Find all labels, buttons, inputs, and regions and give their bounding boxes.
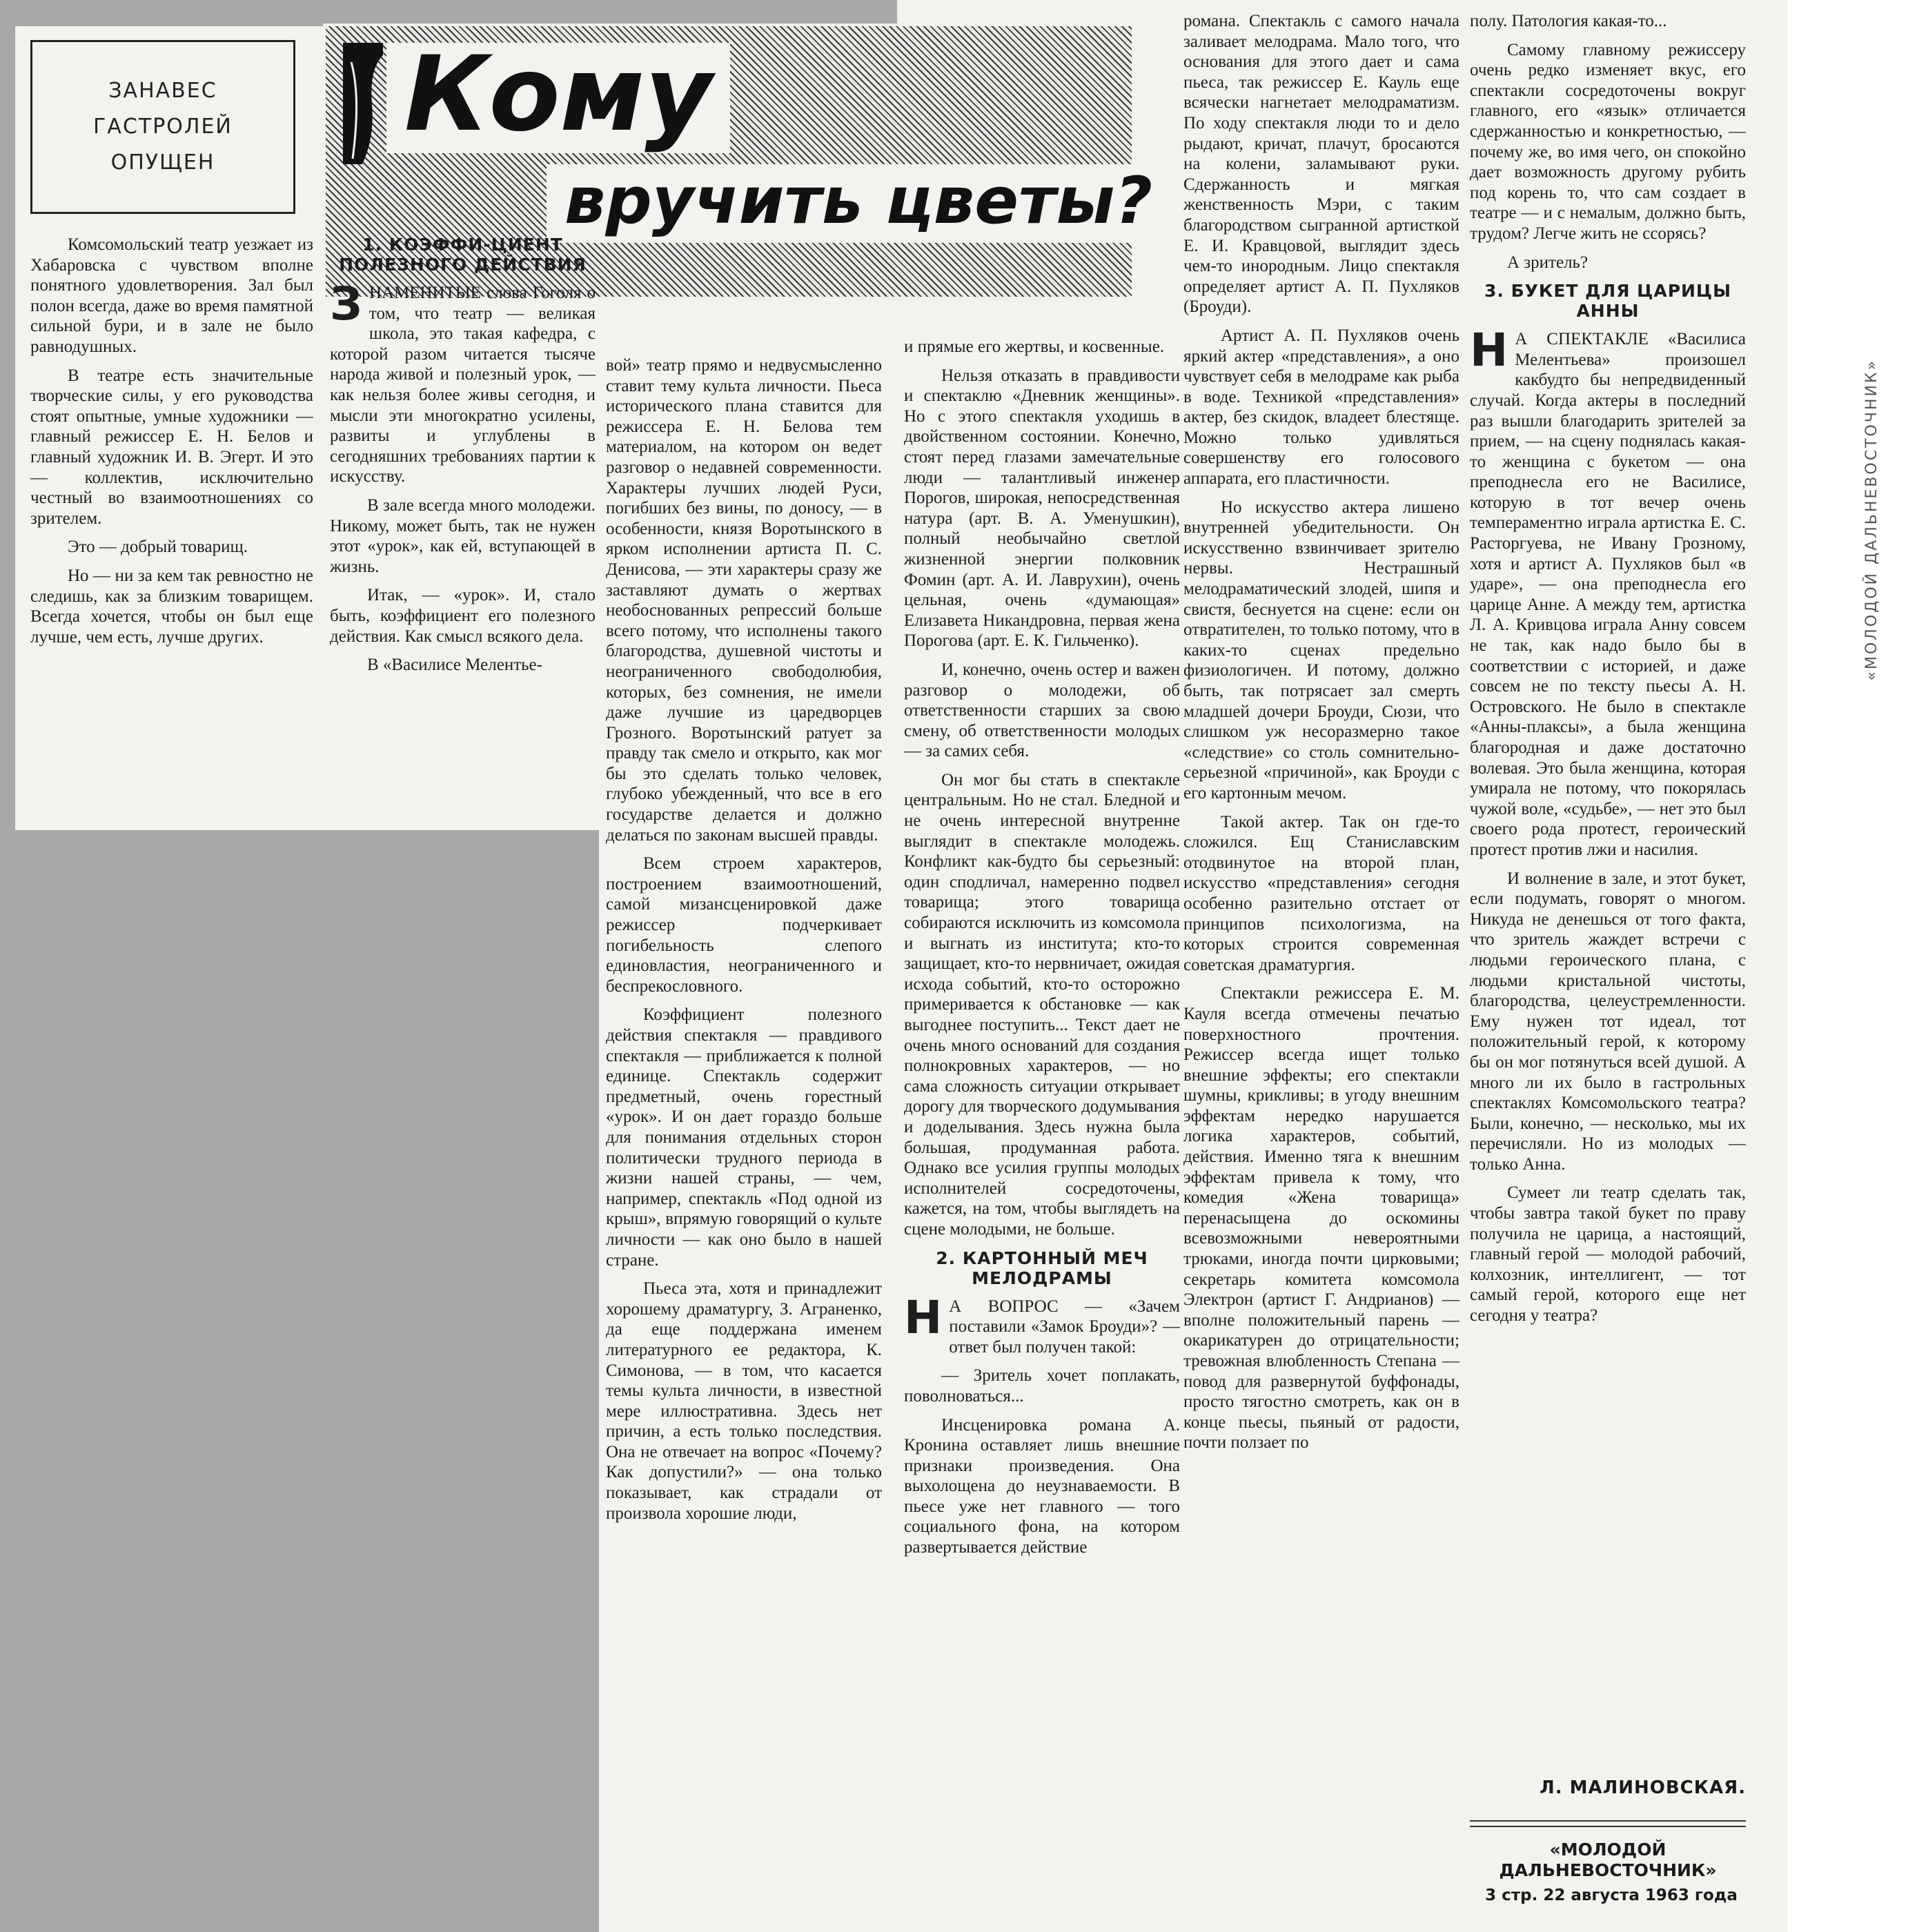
drop-cap: Н xyxy=(904,1290,943,1344)
paragraph: Итак, — «урок». И, стало быть, коэффициент его полезного действия. Как смысл всякого дела. xyxy=(330,586,596,646)
drop-cap: Н xyxy=(1470,324,1508,377)
paragraph: Самому главному режиссеру очень редко изменяет вкус, его спектакли сосредоточены вокруг главного, его «язык» отличается сдержанностью и конкретностью, — почему же, во имя чего, он спокойно дает возможность другому рубить под корень то, что сам создает в театре — и с немалым, должно быть, трудом? Легче жить не ссорясь? xyxy=(1470,40,1746,243)
headline-line-2: вручить цветы? xyxy=(547,164,1170,243)
paragraph: Такой актер. Так он где-то сложился. Ещ Станиславским отодвинутое на второй план, искусство «представления» сегодня особенно разительно отстает от принципов психологизма, на которых строится современная советская драматургия. xyxy=(1183,812,1459,974)
paragraph: Но — ни за кем так ревностно не следишь, как за близким товарищем. Всегда хочется, чтобы он был еще лучше, чем есть, лучше других. xyxy=(30,566,313,647)
section-title: 2. КАРТОННЫЙ МЕЧ МЕЛОДРАМЫ xyxy=(936,1248,1148,1288)
paragraph: — Зритель хочет поплакать, поволноваться... xyxy=(904,1366,1180,1406)
source-date: 3 стр. 22 августа 1963 года xyxy=(1485,1886,1738,1904)
paragraph: Инсценировка романа А. Кронина оставляет лишь внешние признаки произведения. Она выхолощена до неузнаваемости. В пьесе уже нет главного — того социального фона, на котором развертывается действие xyxy=(904,1415,1180,1557)
paragraph: Всем строем характеров, построением взаимоотношений, самой мизансценировкой даже режиссер подчеркивает погибельность слепого единовластия, неограниченного и беспрекословного. xyxy=(606,854,882,996)
section-title: 3. БУКЕТ ДЛЯ ЦАРИЦЫ АННЫ xyxy=(1484,281,1732,322)
drop-cap: З xyxy=(330,277,362,331)
paragraph: и прямые его жертвы, и косвенные. xyxy=(904,337,1165,356)
paragraph: А зритель? xyxy=(1507,253,1589,272)
section-header-box: ЗАНАВЕС ГАСТРОЛЕЙ ОПУЩЕН xyxy=(30,40,295,214)
paragraph: В зале всегда много молодежи. Никому, может быть, так не нужен этот «урок», как ей, вступающей в жизнь. xyxy=(330,495,596,576)
paragraph: ЗНАМЕНИТЫЕ слова Гоголя о том, что театр — великая школа, это такая кафедра, с которой разом читается тысяче народа живой и полезный урок, — как нельзя более живы сегодня, и мысли эти многократно усилены, развиты и углублены в сегодняшних требованиях партии к искусству. xyxy=(330,277,596,486)
paragraph: полу. Патология какая-то... xyxy=(1470,12,1667,30)
source-line: ДАЛЬНЕВОСТОЧНИК» xyxy=(1499,1860,1717,1880)
paragraph: Коэффициент полезного действия спектакля — правдивого спектакля — приближается к полной единице. Спектакль содержит предметный, очень горестный «урок». И он дает гораздо больше для понимания отдельных сторон политически трудного периода в жизни нашей страны, — чем, например, спектакль «Под одной из крыш», впрямую говорящий о культе личности — как оно было в нашей стране. xyxy=(606,1005,882,1270)
headline-line-1: Кому xyxy=(386,43,730,153)
paragraph: Н А СПЕКТАКЛЕ «Василиса Мелентьева» произошел какбудто бы непредвиденный случай. Когда актеры в последний раз вышли благодарить зрителей за прием, — на сцену поднялась какая-то женщина с букетом — она преподнесла его не Василисе, которую в тот вечер очень темпераментно играла артистка Е. С. Расторгуева, не Ивану Грозному, хотя и артист А. Пухляков был «в ударе», — она преподнесла его царице Анне. А между тем, артистка Л. А. Кривцова играла Анну совсем не так, как надо было бы в соответствии с историей, и даже совсем не по тексту пьесы А. Н. Островского. Не было в спектакле «Анны-плаксы», а была женщина благородная и даже достаточно волевая. Это была женщина, которая умирала не потому, что покорялась чужой воле, «судьбе», — нет это был своего рода протест, героический протест против лжи и насилия. xyxy=(1470,324,1746,859)
source-newspaper xyxy=(1470,1840,1746,1881)
divider xyxy=(1470,1820,1746,1822)
article-column-6 xyxy=(1470,11,1746,1695)
curtain-icon xyxy=(342,41,384,166)
paragraph: вой» театр прямо и недвусмысленно ставит тему культа личности. Пьеса исторического плана ставится для режиссера Е. Н. Белова тем материалом, на котором он ведет разговор о недавней современности. Характеры лучших людей Руси, погибших без вины, по доносу, — в особенности, князя Воротынского в ярком исполнении артиста П. С. Денисова, — эти характеры сразу же заставляют думать о жертвах необоснованных репрессий больше всего потому, что исполнены такого благородства, душевной чистоты и неограниченного свободолюбия, которых, без сомнения, не имели даже лучшие из царедворцев Грозного. Воротынский ратует за правду так смело и открыто, как мог бы это сделать только человек, глубоко убежденный, что все в его государстве делается и должно делаться по законам высшей правды. xyxy=(606,356,882,845)
paragraph: романа. Спектакль с самого начала заливает мелодрама. Мало того, что основания для этого дает и сама пьеса, так режиссер Е. Кауль еще всячески нагнетает мелодраматизм. По ходу спектакля люди то и дело рыдают, кричат, плачут, бросаются на колени, заламывают руки. Сдержанность и мягкая женственность Мэри, с таким благородством сыгранной артисткой Е. И. Кравцовой, выглядит здесь чем-то инородным. Лицо спектакля определяет артист А. П. Пухляков (Броуди). xyxy=(1183,12,1459,317)
paragraph: В «Василисе Мелентье- xyxy=(367,656,542,675)
paragraph: Но искусство актера лишено внутренней убедительности. Он искусственно взвинчивает зрителю нервы. Нестрашный мелодраматический злодей, шипя и свистя, беснуется на сцене: если он отвратителен, то только потому, что в каких-то сценах предельно физиологичен. И потому, должно быть, так потрясает зал смерть младшей дочери Броуди, Сюзи, что слишком уж несоразмерно такое «следствие» со столь сомнительно-серьезной «причиной», как Броуди с его картонным мечом. xyxy=(1183,497,1459,802)
divider xyxy=(1470,1826,1746,1827)
paragraph: И, конечно, очень остер и важен разговор о молодежи, об ответственности старших за свою смену, об ответственности молодых — за самих себя. xyxy=(904,660,1180,761)
paragraph: Спектакли режиссера Е. М. Кауля всегда отмечены печатью поверхностного прочтения. Режиссер всегда ищет только внешние эффекты; его спектакли шумны, крикливы; в угоду внешним эффектам нередко нарушается логика характеров, событий, действия. Именно тяга к внешним эффектам привела к тому, что комедия «Жена товарища» перенасыщена до оскомины всевозможными невероятными трюками, иногда почти цирковыми; секретарь комитета комсомола Электрон (артист Г. Андрианов) — вполне положительный парень — окарикатурен до отрицательности; тревожная влюбленность Степана — повод для развернутой буффонады, просто тягостно смотреть, как он в конце пьесы, пьяный от радости, почти ползает по xyxy=(1183,984,1459,1452)
paragraph: В театре есть значительные творческие силы, у его руководства стоят опытные, умные художники — главный режиссер Е. Н. Белов и главный художник И. В. Эгерт. И это — коллектив, исключительно честный во взаимоотношениях со зрителем. xyxy=(30,366,313,528)
paragraph: Артист А. П. Пухляков очень яркий актер «представления», а оно чувствует себя в мелодраме как рыба в воде. Техникой «представления» актер, без скидок, владеет блестяще. Можно только удивляться совершенству его голосового аппарата, его пластичности. xyxy=(1183,326,1459,489)
author-signature: Л. МАЛИНОВСКАЯ. xyxy=(1540,1777,1746,1798)
paragraph: Сумеет ли театр сделать так, чтобы завтра такой букет по праву получила не царица, а настоящий, главный герой — молодой рабочий, колхозник, интеллигент, — тот самый герой, которого еще нет сегодня у театра? xyxy=(1470,1183,1746,1325)
source-line: «МОЛОДОЙ xyxy=(1549,1840,1667,1860)
paragraph: Это — добрый товарищ. xyxy=(68,538,248,557)
article-column-2 xyxy=(330,235,596,814)
section-title: 1. КОЭФФИ-ЦИЕНТ ПОЛЕЗНОГО ДЕЙСТВИЯ xyxy=(339,235,587,275)
paragraph: Он мог бы стать в спектакле центральным. Но не стал. Бледной и не очень интересной внутренне выглядит в спектакле молодежь. Конфликт как-будто бы серьезный: один сподличал, намеренно подвел товарища; этого товарища собираются исключить из комсомола и выгнать из института; кто-то защищает, кто-то нервничает, ожидая исхода событий, кто-то осторожно примеривается к обстановке — как выгоднее поступить... Текст дает не очень много оснований для создания полнокровных характеров, — но сама сложность ситуации открывает дорогу для творческого додумывания и доделывания. Здесь нужна была большая, продуманная работа. Однако все усилия группы молодых исполнителей сосредоточены, кажется, на том, чтобы выглядеть на сцене молодыми, не больше. xyxy=(904,770,1180,1239)
paragraph: Нельзя отказать в правдивости и спектаклю «Дневник женщины». Но с этого спектакля уходишь в двойственном состоянии. Конечно, стоят перед глазами замечательные люди — талантливый инженер Порогов, широкая, непосредственная натура (арт. В. А. Уменушкин), полный необычайно светлой жизненной энергии полковник Фомин (арт. А. И. Лаврухин), очень цельная, очень «думающая» Елизавета Никандровна, первая жена Порогова (арт. Е. К. Гильченко). xyxy=(904,366,1180,651)
paragraph: Комсомольский театр уезжает из Хабаровска с чувством вполне понятного удовлетворения. Зал был полон всегда, даже во время памятной сильной бури, и в зале не было равнодушных. xyxy=(30,235,313,356)
paragraph: И волнение в зале, и этот букет, если подумать, говорят о многом. Никуда не денешься от того факта, что зритель жаждет встречи с людьми героического плана, с людьми кристальной чистоты, благородства, целеустремленности. Ему нужен тот идеал, тот положительный герой, к которому бы он мог потянуться всей душой. А много ли их было в гастрольных спектаклях Комсомольского театра? Были, конечно, — несколько, мы их перечисляли. Но из молодых — только Анна. xyxy=(1470,869,1746,1174)
side-stamp: «МОЛОДОЙ ДАЛЬНЕВОСТОЧНИК» xyxy=(1863,359,1880,681)
paragraph: Пьеса эта, хотя и принадлежит хорошему драматургу, З. Аграненко, да еще поддержана именем литературного ее редактора, К. Симонова, — в том, что касается темы культа личности, в известной мере иллюстративна. Здесь нет причин, а есть только последствия. Она не отвечает на вопрос «Почему? Как допустили?» — она только показывает, как страдали от произвола хорошие люди, xyxy=(606,1279,882,1523)
article-column-5 xyxy=(1183,11,1459,1929)
article-column-1 xyxy=(30,235,313,807)
paragraph: Н А ВОПРОС — «Зачем поставили «Замок Броуди»? — ответ был получен такой: xyxy=(904,1290,1180,1357)
article-column-4 xyxy=(904,337,1180,1931)
article-column-3 xyxy=(606,355,882,1929)
